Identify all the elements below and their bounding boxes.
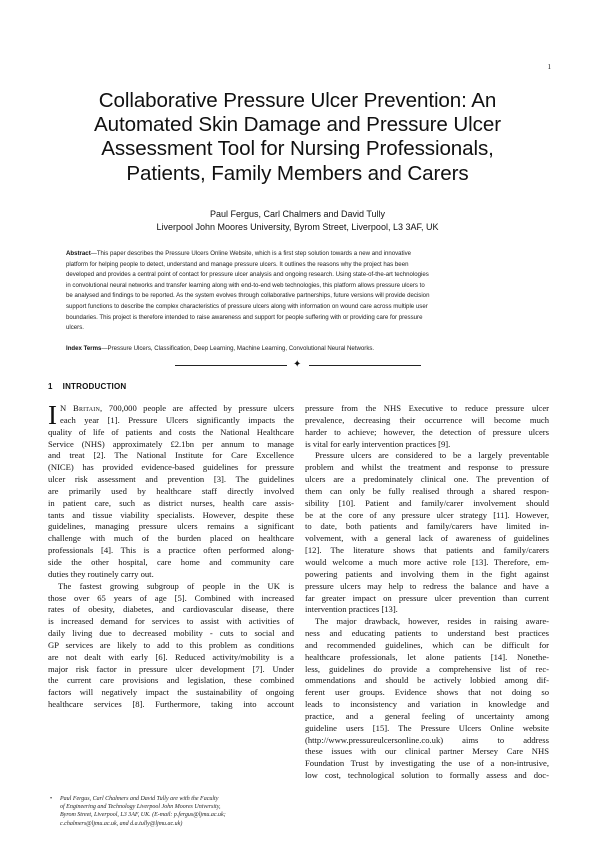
paragraph-line: quality of life of patients and costs the National Healthcare [48,426,294,437]
section-number: 1 [48,382,53,391]
paragraph-line: Foundation Trust by investigating the use of a non-intrusive, [305,758,549,769]
paragraph-line: in patient care, such as district nurses, health care assis- [48,497,294,508]
paragraph-line: (NICE) has provided evidence-based guidelines for pressure [48,462,294,473]
index-terms-label: Index Terms [66,345,102,352]
paragraph-line: are not dealt with early [6]. Reduced activity/mobility is a [48,651,294,662]
paragraph-line: guideline users [15]. The Pressure Ulcers Online website [305,722,549,733]
paragraph-line: them can only be fully realised through a shared respon- [305,485,549,496]
section-heading [48,382,126,392]
abstract-text: —This paper describes the Pressure Ulcers Online Website, which is a first step solution towards a new and innovative [90,250,412,257]
paragraph-line: intervention practices [13]. [305,604,398,615]
section-divider [0,361,595,371]
paragraph-line: ommendations and should be actively lobbied among dif- [305,675,549,686]
paragraph-line: Pressure ulcers are considered to be a largely preventable [315,450,549,461]
author-names: Paul Fergus, Carl Chalmers and David Tully [209,209,386,219]
paragraph-line: far greater impact on pressure ulcer prevention than current [305,592,549,603]
paragraph-line: pressure ulcers may help to redress the balance and have a [305,580,549,591]
abstract-line: boundaries. This project is therefore intended to raise awareness and support for people suffering with or providing care for pressure [66,313,423,321]
paragraph-line: challenge with much of the burden placed on healthcare [48,533,294,544]
title-line: Automated Skin Damage and Pressure Ulcer [94,113,501,137]
paragraph-line: problem and whilst the treatment and response to pressure [305,462,549,473]
paragraph-line: the current care provisions and legislation, these combined [48,675,294,686]
paragraph-line: are primarily used by healthcare staff directly involved [48,485,294,496]
abstract-line [66,249,532,260]
title-line: Collaborative Pressure Ulcer Prevention: An [98,89,497,112]
abstract-line: developed and provides a central point of contact for pressure ulcer analysis and ongoing research. Using state-of-the-art technologies [66,271,429,279]
paragraph-line: GP services are likely to add to this problem as conditions [48,639,294,650]
paragraph-line: major risk factor in pressure ulcer development [7]. Under [48,663,294,674]
paragraph-line: professionals [4]. This is a practice often performed along- [48,545,294,556]
paragraph-line: side the other hospital, care home and community care [48,556,294,567]
abstract-label: Abstract [66,250,91,257]
paragraph-line: tants and tissue viability specialists. However, despite these [48,509,294,520]
paragraph-line: low cost, technological solution to formally assess and doc- [305,770,549,781]
paragraph-line: prevalence, decreasing their occurrence will become much [305,414,549,425]
abstract [66,249,532,334]
footnote-bullet-icon: • [50,796,53,802]
title-line: Patients, Family Members and Carers [126,161,469,185]
paragraph-line: be at the core of any pressure ulcer strategy [11]. However, [305,509,549,520]
paragraph-line: practice, and a general feeling of uncertainty among [305,710,549,721]
paragraph-line [48,403,294,415]
footnote-line: of Engineering and Technology Liverpool John Moores University, [60,804,221,811]
author-footnote [50,795,294,828]
paragraph-line: ferent user groups. Evidence shows that not doing so [305,687,549,698]
paragraph-line: (http://www.pressureulcersonline.co.uk) aims to address [305,734,549,745]
right-column [305,403,549,782]
left-column [48,400,294,711]
paragraph-line: less, guidelines do provide a comprehensive list of rec- [305,663,549,674]
abstract-line: be analysed and findings to be reported. As the system evolves through collaborative partnerships, future versions will provide decision [66,292,430,300]
abstract-line: in convolutional neural networks and transfer learning along with end-to-end web technologies, this platform allows pressure ulcers to [66,281,425,289]
section-title: INTRODUCTION [62,382,127,391]
paragraph-line: pressure from the NHS Executive to reduce pressure ulcer [305,403,549,413]
paragraph-line: is vital for early intervention practices [9]. [305,438,451,449]
paragraph-line: and recommended guidelines, which can be difficult for [305,639,549,650]
paragraph-line: is increased demand for services to assist with activities of [48,616,294,627]
paragraph-line: The fastest growing subgroup of people in the UK is [58,580,294,591]
paragraph-line: Service (NHS) approximately £2.1bn per annum to manage [48,438,294,449]
paragraph-line: healthcare services [8]. Furthermore, taking into account [48,699,294,710]
footnote-line: Byrom Street, Liverpool, L3 3AF, UK. (E-mail: p.fergus@ljmu.ac.uk; [60,812,226,819]
paragraph-line: to date, both patients and family/carers have limited in- [305,521,549,532]
paragraph-line: those over 65 years of age [5]. Combined with increased [48,592,294,603]
paragraph-line: and treat [2]. The National Institute for Care Excellence [48,450,294,461]
paragraph-line: rates of obesity, diabetes, and cardiovascular disease, there [48,604,294,615]
paragraph-line: ulcer risk assessment and prevention [3]. The guidelines [48,474,294,485]
title-line: Assessment Tool for Nursing Professionals, [101,137,494,161]
paragraph-line: would welcome a much more active role [13]. Therefore, em- [305,556,549,567]
drop-cap: I [48,400,57,430]
paragraph-line: duties they routinely carry out. [48,568,154,579]
paragraph-line: The major drawback, however, resides in raising aware- [315,616,549,627]
paragraph-line: healthcare professionals, let alone patients [14]. Nonethe- [305,651,549,662]
divider-rule-right [309,365,421,366]
paragraph-line: leads to inconsistency and variation in knowledge and [305,699,549,710]
paper-title [48,89,547,186]
abstract-line: support functions to describe the complex characteristics of pressure ulcers along with information on wound care across multiple user [66,302,428,310]
paragraph-line: factors will negatively impact the sustainability of ongoing [48,687,294,698]
paragraph-line: sibility [10]. Patient and family/carer involvement should [305,497,549,508]
author-block [0,208,595,234]
divider-rule-left [175,365,287,366]
abstract-line: ulcers. [66,324,84,332]
paragraph-line: each year [1]. Pressure Ulcers significantly impacts the [60,414,294,425]
index-terms [66,344,532,354]
footnote-line: c.chalmers@ljmu.ac.uk, and d.a.tully@ljmu.ac.uk) [60,820,183,827]
paragraph-line: these issues with our clinical partner Mersey Care NHS [305,746,549,757]
divider-ornament-icon: ✦ [293,359,302,370]
paragraph-line: guidelines, managing pressure ulcers remains a significant [48,521,294,532]
footnote-line: Paul Fergus, Carl Chalmers and David Tully are with the Faculty [60,796,219,802]
author-affiliation: Liverpool John Moores University, Byrom Street, Liverpool, L3 3AF, UK [156,222,439,232]
page-number: 1 [547,63,551,71]
first-line-rest: 700,000 people are affected by pressure ulcers [102,403,294,413]
paragraph-line: powering patients and involving them in the fight against [305,568,549,579]
first-words: N Britain, [60,403,103,413]
paragraph-line: harder to achieve; however, the detection of pressure ulcers [305,426,549,437]
paragraph-line: [12]. The literature shows that patients and family/carers [305,545,549,556]
paragraph-line: daily living due to decreased mobility - cuts to social and [48,628,294,639]
paragraph-line: volvement, with a general lack of awareness of guidelines [305,533,549,544]
paragraph-line: ulcers are a predominately clinical one. The prevention of [305,474,549,485]
paragraph-line: ness and educating patients to understand best practices [305,628,549,639]
index-terms-text: —Pressure Ulcers, Classification, Deep Learning, Machine Learning, Convolutional Neural Networks. [101,345,375,352]
abstract-line: platform for helping people to detect, understand and manage pressure ulcers. It outlines the reasons why the project has been [66,260,409,268]
